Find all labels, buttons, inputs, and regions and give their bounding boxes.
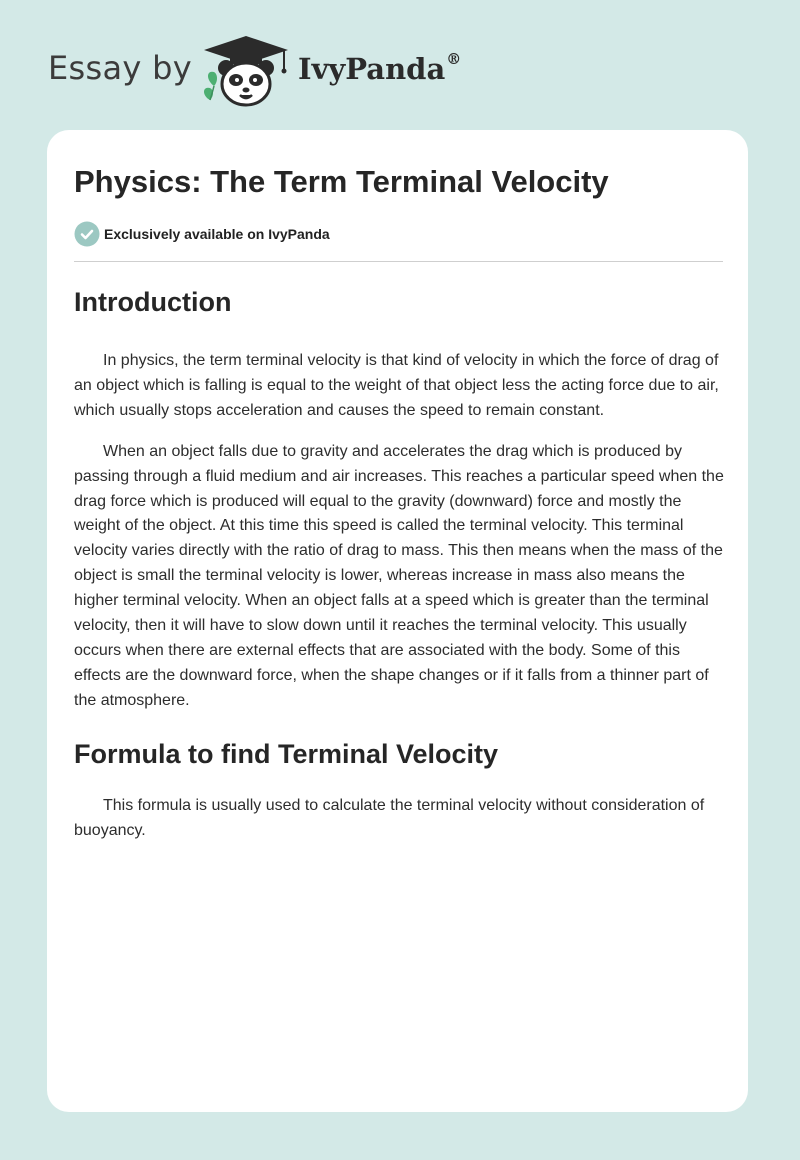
section-heading: Introduction bbox=[74, 287, 232, 317]
section-introduction bbox=[74, 280, 724, 714]
brand-name[interactable]: IvyPanda® bbox=[298, 50, 462, 86]
section-formula bbox=[74, 732, 724, 844]
check-circle-icon bbox=[74, 221, 100, 247]
essay-by-label: Essay by bbox=[48, 49, 192, 87]
registered-mark: ® bbox=[446, 50, 462, 68]
paragraph: When an object falls due to gravity and accelerates the drag which is produced by passing through a fluid medium and air increases. This reaches a particular speed when the drag force which is produced will equal to the gravity (downward) force and mostly the weight of the object. At this time this speed is called the terminal velocity. This terminal velocity varies directly with the ratio of drag to mass. This then means when the mass of the object is small the terminal velocity is lower, whereas increase in mass also means the higher terminal velocity. When an object falls at a speed which is greater than the terminal velocity, then it will have to slow down until it reaches the terminal velocity. This usually occurs when there are external effects that are associated with the body. Some of this effects are the downward force, when the shape changes or if it falls from a thinner part of the atmosphere. bbox=[74, 442, 724, 709]
essay-body bbox=[74, 280, 724, 844]
site-header bbox=[48, 30, 488, 114]
exclusive-badge bbox=[74, 221, 330, 247]
section-heading: Formula to find Terminal Velocity bbox=[74, 738, 499, 769]
page-title: Physics: The Term Terminal Velocity bbox=[74, 164, 609, 199]
exclusive-badge-text: Exclusively available on IvyPanda bbox=[104, 226, 330, 242]
paragraph: In physics, the term terminal velocity is that kind of velocity in which the force of drag of an object which is falling is equal to the weight of that object less the acting force due to air, which usually stops acceleration and causes the speed to remain constant. bbox=[74, 352, 719, 419]
paragraph: This formula is usually used to calculate the terminal velocity without consideration of buoyancy. bbox=[74, 796, 705, 839]
essay-card bbox=[47, 130, 748, 1112]
ivypanda-logo-icon[interactable] bbox=[200, 30, 292, 110]
title-divider bbox=[74, 261, 723, 262]
